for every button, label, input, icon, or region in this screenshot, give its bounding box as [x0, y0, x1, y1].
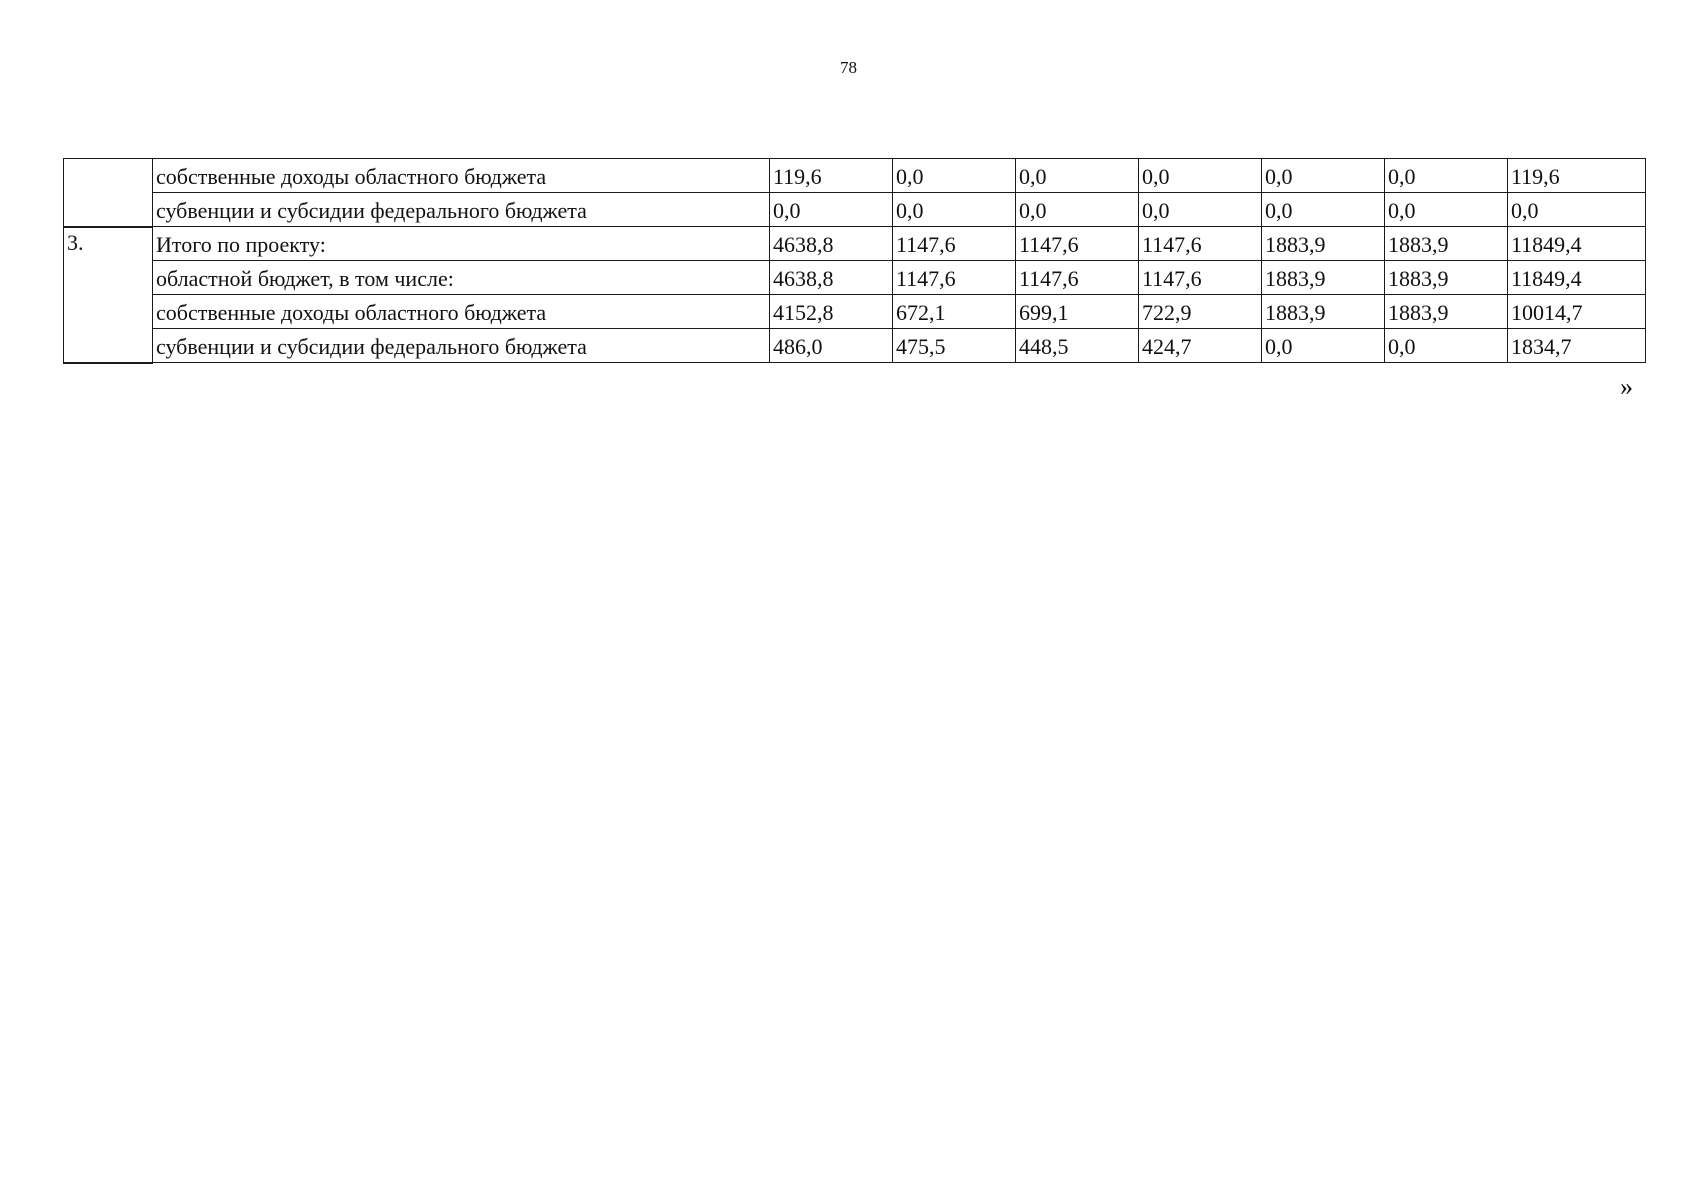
value-cell: 0,0 — [1016, 193, 1139, 227]
value-cell: 1147,6 — [1016, 261, 1139, 295]
row-label: собственные доходы областного бюджета — [153, 159, 770, 193]
value-cell: 1883,9 — [1262, 295, 1385, 329]
value-cell: 1147,6 — [893, 227, 1016, 261]
table-row — [64, 193, 1646, 227]
closing-quote: » — [1620, 372, 1633, 401]
value-cell: 0,0 — [893, 159, 1016, 193]
value-cell: 1883,9 — [1385, 227, 1508, 261]
row-label: собственные доходы областного бюджета — [153, 295, 770, 329]
value-cell: 119,6 — [770, 159, 893, 193]
table-row — [64, 159, 1646, 193]
value-cell: 0,0 — [1139, 159, 1262, 193]
value-cell: 4152,8 — [770, 295, 893, 329]
row-label: областной бюджет, в том числе: — [153, 261, 770, 295]
table-row — [64, 261, 1646, 295]
table-row — [64, 227, 1646, 261]
value-cell: 1147,6 — [1139, 227, 1262, 261]
value-cell: 1883,9 — [1262, 261, 1385, 295]
item-number-cell — [64, 159, 153, 227]
page-number: 78 — [840, 58, 857, 77]
value-cell: 0,0 — [1385, 159, 1508, 193]
item-number-cell: 3. — [64, 227, 153, 363]
total-cell: 119,6 — [1508, 159, 1646, 193]
value-cell: 0,0 — [1385, 329, 1508, 363]
table-row — [64, 329, 1646, 363]
total-cell: 11849,4 — [1508, 227, 1646, 261]
value-cell: 1147,6 — [1016, 227, 1139, 261]
total-cell: 1834,7 — [1508, 329, 1646, 363]
row-label: Итого по проекту: — [153, 227, 770, 261]
row-label: субвенции и субсидии федерального бюджета — [153, 193, 770, 227]
total-cell: 0,0 — [1508, 193, 1646, 227]
total-cell: 11849,4 — [1508, 261, 1646, 295]
value-cell: 475,5 — [893, 329, 1016, 363]
total-cell: 10014,7 — [1508, 295, 1646, 329]
value-cell: 722,9 — [1139, 295, 1262, 329]
value-cell: 4638,8 — [770, 227, 893, 261]
value-cell: 672,1 — [893, 295, 1016, 329]
value-cell: 486,0 — [770, 329, 893, 363]
row-label: субвенции и субсидии федерального бюджета — [153, 329, 770, 363]
table-row — [64, 295, 1646, 329]
value-cell: 4638,8 — [770, 261, 893, 295]
value-cell: 0,0 — [770, 193, 893, 227]
value-cell: 0,0 — [1016, 159, 1139, 193]
value-cell: 1883,9 — [1262, 227, 1385, 261]
value-cell: 699,1 — [1016, 295, 1139, 329]
value-cell: 448,5 — [1016, 329, 1139, 363]
value-cell: 0,0 — [1262, 329, 1385, 363]
value-cell: 0,0 — [1262, 159, 1385, 193]
value-cell: 1147,6 — [893, 261, 1016, 295]
value-cell: 0,0 — [1262, 193, 1385, 227]
value-cell: 0,0 — [893, 193, 1016, 227]
value-cell: 424,7 — [1139, 329, 1262, 363]
budget-table — [63, 158, 1646, 364]
value-cell: 0,0 — [1139, 193, 1262, 227]
value-cell: 1883,9 — [1385, 295, 1508, 329]
value-cell: 0,0 — [1385, 193, 1508, 227]
value-cell: 1147,6 — [1139, 261, 1262, 295]
value-cell: 1883,9 — [1385, 261, 1508, 295]
